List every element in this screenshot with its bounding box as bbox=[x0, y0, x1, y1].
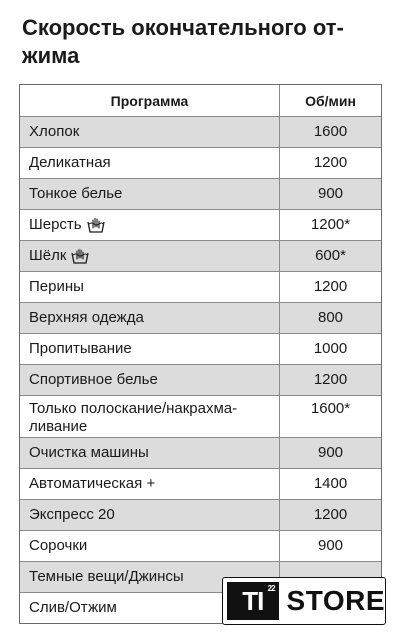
spin-speed: 1200 bbox=[313, 506, 348, 523]
table-row bbox=[20, 147, 381, 178]
program-name-cell bbox=[20, 210, 280, 240]
logo-superscript: 22 bbox=[267, 584, 275, 593]
table-row bbox=[20, 271, 381, 302]
spin-speed: 900 bbox=[317, 444, 344, 461]
program-name: Шёлк bbox=[29, 247, 67, 264]
program-name: Темные вещи/Джинсы bbox=[20, 562, 280, 592]
program-name: Шерсть bbox=[29, 216, 82, 233]
spin-speed: 1200 bbox=[313, 278, 348, 295]
title-line-1: Скорость окончательного от- bbox=[22, 15, 344, 40]
spin-speed: 900 bbox=[317, 185, 344, 202]
table-row bbox=[20, 240, 381, 271]
hand-wash-icon bbox=[87, 217, 105, 233]
page-title bbox=[22, 14, 392, 70]
spin-speed: 800 bbox=[317, 309, 344, 326]
spin-speed: 1000 bbox=[313, 340, 348, 357]
spin-speed: 1200* bbox=[310, 216, 351, 233]
program-name-cell bbox=[20, 241, 280, 271]
table-row bbox=[20, 364, 381, 395]
logo-mark bbox=[227, 582, 279, 620]
table-header-row bbox=[20, 85, 381, 116]
program-name: Тонкое белье bbox=[20, 179, 280, 209]
spin-speed: 1600 bbox=[313, 123, 348, 140]
header-program: Программа bbox=[20, 85, 280, 116]
spin-speed: 600* bbox=[315, 247, 346, 264]
program-name: Деликатная bbox=[20, 148, 280, 178]
title-line-2: жима bbox=[22, 43, 80, 68]
program-name: Экспресс 20 bbox=[20, 500, 280, 530]
spin-speed: 1600* bbox=[310, 400, 351, 417]
program-name: Слив/Отжим bbox=[20, 593, 280, 623]
program-name: Сорочки bbox=[20, 531, 280, 561]
header-speed: Об/мин bbox=[305, 92, 356, 109]
table-row bbox=[20, 178, 381, 209]
table-row bbox=[20, 302, 381, 333]
logo-store-text: STORE bbox=[286, 585, 385, 616]
program-name: Очистка машины bbox=[20, 438, 280, 468]
program-name-line-2: ливание bbox=[29, 418, 88, 435]
spin-speed-table bbox=[19, 84, 382, 624]
spin-speed: 1200 bbox=[313, 154, 348, 171]
table-row bbox=[20, 437, 381, 468]
table-row bbox=[20, 116, 381, 147]
logo-brand: TI bbox=[242, 585, 264, 616]
hand-wash-icon bbox=[71, 248, 89, 264]
spin-speed: 1200 bbox=[313, 371, 348, 388]
program-name: Автоматическая + bbox=[20, 469, 280, 499]
program-name: Перины bbox=[20, 272, 280, 302]
table-row bbox=[20, 468, 381, 499]
program-name-line-1: Только полоскание/накрахма- bbox=[29, 400, 238, 417]
table-row bbox=[20, 499, 381, 530]
store-watermark-logo bbox=[222, 577, 386, 625]
table-row bbox=[20, 209, 381, 240]
spin-speed: 1400 bbox=[313, 475, 348, 492]
table-row bbox=[20, 530, 381, 561]
table-row bbox=[20, 395, 381, 437]
program-name: Хлопок bbox=[20, 117, 280, 147]
program-name: Верхняя одежда bbox=[20, 303, 280, 333]
program-name: Пропитывание bbox=[20, 334, 280, 364]
table-row bbox=[20, 333, 381, 364]
spin-speed: 900 bbox=[317, 537, 344, 554]
program-name: Спортивное белье bbox=[20, 365, 280, 395]
program-name-cell bbox=[20, 396, 280, 437]
